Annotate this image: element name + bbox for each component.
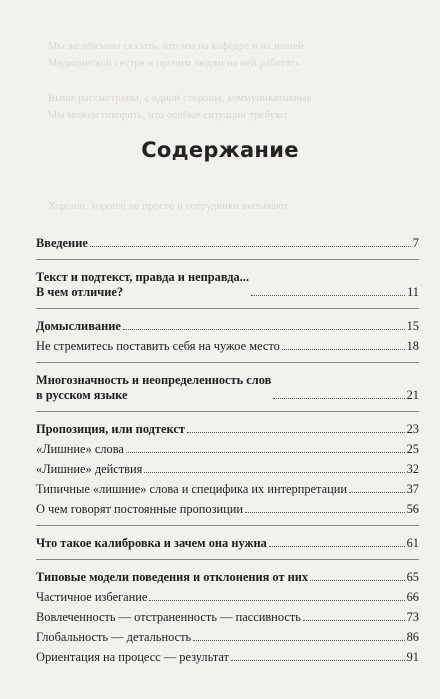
toc-page-number: 73: [406, 610, 419, 624]
toc-page-number: 15: [406, 319, 419, 333]
toc-page-number: 11: [407, 285, 419, 299]
toc-entry-label: Ориентация на процесс — результат: [36, 650, 229, 664]
toc-entry[interactable]: [36, 462, 419, 477]
toc-entry[interactable]: [36, 422, 419, 437]
toc-page-number: 91: [406, 650, 419, 664]
ghost-line: Мы можем говорить, что особые ситуации требуют: [48, 110, 288, 121]
toc-entry[interactable]: [36, 536, 419, 551]
toc-entry-label: «Лишние» слова: [36, 442, 124, 456]
toc-page-number: 23: [406, 422, 419, 436]
toc-leader-dots: [269, 546, 405, 547]
toc-entry[interactable]: [36, 339, 419, 354]
toc-entry-label: Текст и подтекст, правда и неправда... В чем отличие?: [36, 270, 249, 299]
toc-page-number: 21: [406, 388, 419, 402]
toc-entry-label: Вовлеченность — отстраненность — пассивность: [36, 610, 301, 624]
toc-leader-dots: [282, 349, 405, 350]
toc-leader-dots: [231, 660, 405, 661]
toc-leader-dots: [126, 452, 405, 453]
toc-entry-label: Типичные «лишние» слова и специфика их интерпретации: [36, 482, 347, 496]
toc-leader-dots: [193, 640, 404, 641]
toc-leader-dots: [149, 600, 404, 601]
toc-page-number: 7: [412, 236, 419, 250]
toc-page-number: 66: [406, 590, 419, 604]
toc-entry[interactable]: [36, 650, 419, 665]
toc-entry-label: «Лишние» действия: [36, 462, 143, 476]
toc-entry-label: Не стремитесь поставить себя на чужое место: [36, 339, 280, 353]
toc-entry[interactable]: [36, 590, 419, 605]
toc-entry[interactable]: [36, 373, 419, 403]
toc-leader-dots: [144, 472, 404, 473]
toc-entry[interactable]: [36, 319, 419, 334]
toc-entry-label: О чем говорят постоянные пропозиции: [36, 502, 244, 516]
toc-entry-label: Глобальность — детальность: [36, 630, 192, 644]
toc-leader-dots: [245, 512, 405, 513]
toc-entry[interactable]: [36, 610, 419, 625]
toc-entry-label: Пропозиция, или подтекст: [36, 422, 185, 436]
toc-leader-dots: [251, 295, 405, 296]
toc-page-number: 37: [406, 482, 419, 496]
ghost-line: Хорошо, хорошо не просто и сотрудники вызывают: [48, 201, 289, 212]
toc-page-number: 61: [406, 536, 419, 550]
page-title: Содержание: [141, 138, 299, 163]
toc-page-number: 18: [406, 339, 419, 353]
ghost-line: Выше рассмотрены, с одной стороны, коммуникативные: [48, 93, 312, 104]
toc-entry[interactable]: [36, 236, 419, 251]
ghost-line: Мы же обязаны сказать, что мы на кафедре и на нашей: [48, 41, 304, 52]
section-divider: [36, 411, 419, 412]
toc-page-number: 56: [406, 502, 419, 516]
section-divider: [36, 559, 419, 560]
toc-entry[interactable]: [36, 570, 419, 585]
section-divider: [36, 362, 419, 363]
toc-entry[interactable]: [36, 482, 419, 497]
toc-page-number: 25: [406, 442, 419, 456]
toc-leader-dots: [273, 398, 404, 399]
toc-leader-dots: [310, 580, 405, 581]
toc-entry[interactable]: [36, 502, 419, 517]
toc-leader-dots: [187, 432, 405, 433]
toc-entry-label: Многозначность и неопределенность слов в русском языке: [36, 373, 272, 402]
toc-leader-dots: [303, 620, 405, 621]
toc-page-number: 32: [406, 462, 419, 476]
toc-entry-label: Частичное избегание: [36, 590, 148, 604]
ghost-line: Медицинской сестре и прочим людям на ней работать: [48, 58, 301, 69]
toc-entry-label: Введение: [36, 236, 88, 250]
toc-leader-dots: [90, 246, 411, 247]
toc-entry-label: Что такое калибровка и зачем она нужна: [36, 536, 267, 550]
toc-page-number: 65: [406, 570, 419, 584]
section-divider: [36, 308, 419, 309]
section-divider: [36, 259, 419, 260]
section-divider: [36, 525, 419, 526]
table-of-contents: [36, 226, 419, 665]
toc-entry-label: Типовые модели поведения и отклонения от них: [36, 570, 309, 584]
toc-leader-dots: [123, 329, 405, 330]
toc-entry-label: Домысливание: [36, 319, 121, 333]
toc-entry[interactable]: [36, 270, 419, 300]
toc-entry[interactable]: [36, 442, 419, 457]
toc-leader-dots: [349, 492, 405, 493]
toc-page-number: 86: [406, 630, 419, 644]
toc-entry[interactable]: [36, 630, 419, 645]
